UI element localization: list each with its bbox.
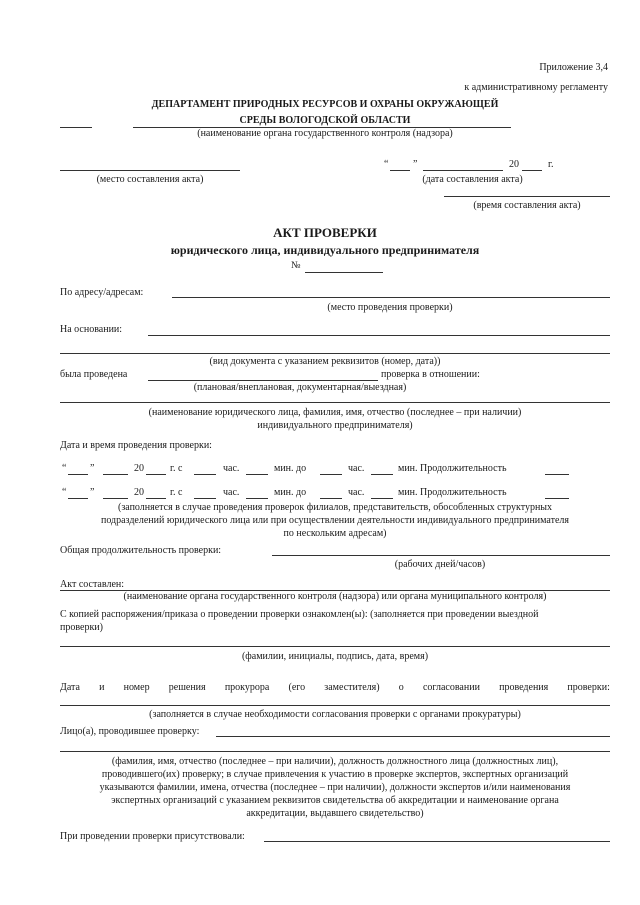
place-field[interactable] <box>60 170 240 171</box>
row2-hour-label: час. <box>223 487 240 498</box>
row1-month-field[interactable] <box>103 474 128 475</box>
document-title: АКТ ПРОВЕРКИ <box>273 225 377 240</box>
duration-field[interactable] <box>272 555 610 556</box>
document-subtitle: юридического лица, индивидуального предпринимателя <box>170 243 480 257</box>
present-label: При проведении проверки присутствовали: <box>60 831 245 842</box>
address-field[interactable] <box>172 297 610 298</box>
prosecutor-word: Дата <box>60 682 80 693</box>
prosecutor-word: согласовании <box>422 682 480 693</box>
address-caption: (место проведения проверки) <box>327 302 453 313</box>
act-number-field[interactable] <box>305 272 383 273</box>
present-field[interactable] <box>264 841 610 842</box>
prosecutor-word: и <box>99 682 105 693</box>
prosecutor-word: (его <box>288 682 306 693</box>
row2-minute-end-field[interactable] <box>371 498 393 499</box>
row2-quote-open: “ <box>62 487 67 498</box>
basis-label: На основании: <box>60 324 123 335</box>
entity-caption-line1: (наименование юридического лица, фамилия, имя, отчество (последнее – при наличии) <box>148 407 522 418</box>
address-label: По адресу/адресам: <box>60 287 144 298</box>
row2-hour-end-field[interactable] <box>320 498 342 499</box>
prosecutor-word: проведения <box>499 682 549 693</box>
inspectors-field-continued[interactable] <box>60 751 610 752</box>
basis-caption: (вид документа с указанием реквизитов (номер, дата)) <box>209 356 441 367</box>
inspectors-caption-line1: (фамилия, имя, отчество (последнее – при наличии), должность должностного лица (должностных лиц), <box>111 756 559 767</box>
inspectors-caption-line2: проводившего(их) проверку; в случае привлечения к участию в проверке экспертов, экспертных организаций <box>101 769 569 780</box>
row2-hour-start-field[interactable] <box>194 498 216 499</box>
acquainted-line2: проверки) <box>60 622 103 633</box>
date-year-field[interactable] <box>522 170 542 171</box>
time-caption: (время составления акта) <box>473 200 581 211</box>
duration-caption: (рабочих дней/часов) <box>394 559 486 570</box>
date-quote-close: ” <box>413 159 418 170</box>
place-caption: (место составления акта) <box>96 174 204 185</box>
date-year-prefix: 20 <box>509 159 519 170</box>
department-caption: (наименование органа государственного контроля (надзора) <box>197 128 453 139</box>
row2-month-field[interactable] <box>103 498 128 499</box>
basis-field-continued[interactable] <box>60 353 610 354</box>
acquainted-field[interactable] <box>60 646 610 647</box>
number-sign: № <box>291 260 301 271</box>
inspectors-caption-line3: указываются фамилии, имена, отчества (последнее – при наличии), должности экспертов и/или наименования <box>99 782 571 793</box>
row1-from-label: г. с <box>170 463 183 474</box>
date-caption: (дата составления акта) <box>422 174 523 185</box>
regarding-label: проверка в отношении: <box>381 369 480 380</box>
row2-from-label: г. с <box>170 487 183 498</box>
basis-field[interactable] <box>148 335 610 336</box>
inspection-type-caption: (плановая/внеплановая, документарная/выездная) <box>193 382 407 393</box>
appendix-sub-label: к административному регламенту <box>464 82 608 93</box>
prosecutor-word: прокурора <box>224 682 270 693</box>
inspectors-label: Лицо(а), проводившее проверку: <box>60 726 200 737</box>
row1-minute-end-field[interactable] <box>371 474 393 475</box>
date-quote-open: “ <box>384 159 389 170</box>
prosecutor-caption: (заполняется в случае необходимости согласования проверки с органами прокуратуры) <box>149 709 521 720</box>
prosecutor-field[interactable] <box>60 705 610 706</box>
row2-minute-start-field[interactable] <box>246 498 268 499</box>
prosecutor-word: решения <box>168 682 206 693</box>
prosecutor-word: о <box>398 682 404 693</box>
acquainted-caption: (фамилии, инициалы, подпись, дата, время) <box>241 651 429 662</box>
row1-year-field[interactable] <box>146 474 166 475</box>
conducted-label: была проведена <box>60 369 128 380</box>
row1-duration-field[interactable] <box>545 474 569 475</box>
row2-hour-end-label: час. <box>348 487 365 498</box>
datetime-label: Дата и время проведения проверки: <box>60 440 212 451</box>
row1-minute-to-label: мин. до <box>274 463 307 474</box>
entity-caption-line2: индивидуального предпринимателя) <box>257 420 413 431</box>
row1-day-field[interactable] <box>68 474 88 475</box>
prosecutor-word: номер <box>123 682 150 693</box>
row1-quote-close: ” <box>90 463 95 474</box>
inspectors-caption-line5: аккредитации, выдавшего свидетельство) <box>246 808 424 819</box>
date-month-field[interactable] <box>423 170 503 171</box>
row1-minute-start-field[interactable] <box>246 474 268 475</box>
prosecutor-word: заместителя) <box>324 682 380 693</box>
row1-hour-label: час. <box>223 463 240 474</box>
row2-year-prefix: 20 <box>134 487 144 498</box>
compiled-label: Акт составлен: <box>60 579 125 590</box>
inspectors-caption-line4: экспертных организаций с указанием реквизитов свидетельства об аккредитации и наименование органа <box>111 795 559 806</box>
appendix-label: Приложение 3,4 <box>539 62 608 73</box>
row2-quote-close: ” <box>90 487 95 498</box>
entity-field[interactable] <box>60 402 610 403</box>
date-day-field[interactable] <box>390 170 410 171</box>
prosecutor-label <box>60 682 610 694</box>
datetime-note-line2: подразделений юридического лица или при осуществлении деятельности индивидуального предпринимателя <box>100 515 570 526</box>
date-year-suffix: г. <box>548 159 554 170</box>
department-name-line1: ДЕПАРТАМЕНТ ПРИРОДНЫХ РЕСУРСОВ И ОХРАНЫ ОКРУЖАЮЩЕЙ <box>151 99 499 110</box>
inspection-type-field[interactable] <box>148 380 378 381</box>
row1-duration-label: мин. Продолжительность <box>398 463 507 474</box>
row2-duration-label: мин. Продолжительность <box>398 487 507 498</box>
duration-label: Общая продолжительность проверки: <box>60 545 222 556</box>
row1-hour-start-field[interactable] <box>194 474 216 475</box>
department-name-line2: СРЕДЫ ВОЛОГОДСКОЙ ОБЛАСТИ <box>239 115 411 126</box>
row2-year-field[interactable] <box>146 498 166 499</box>
datetime-note-line3: по нескольким адресам) <box>283 528 387 539</box>
row1-hour-end-field[interactable] <box>320 474 342 475</box>
acquainted-line1: С копией распоряжения/приказа о проведении проверки ознакомлен(ы): (заполняется при проведении выездной <box>60 609 539 620</box>
datetime-note-line1: (заполняется в случае проведения проверок филиалов, представительств, обособленных структурных <box>117 502 553 513</box>
compiled-caption: (наименование органа государственного контроля (надзора) или органа муниципального контроля) <box>123 591 547 602</box>
row1-year-prefix: 20 <box>134 463 144 474</box>
row1-quote-open: “ <box>62 463 67 474</box>
inspectors-field[interactable] <box>216 736 610 737</box>
row2-duration-field[interactable] <box>545 498 569 499</box>
prosecutor-word: проверки: <box>567 682 610 693</box>
row2-day-field[interactable] <box>68 498 88 499</box>
row2-minute-to-label: мин. до <box>274 487 307 498</box>
time-field[interactable] <box>444 196 610 197</box>
row1-hour-end-label: час. <box>348 463 365 474</box>
